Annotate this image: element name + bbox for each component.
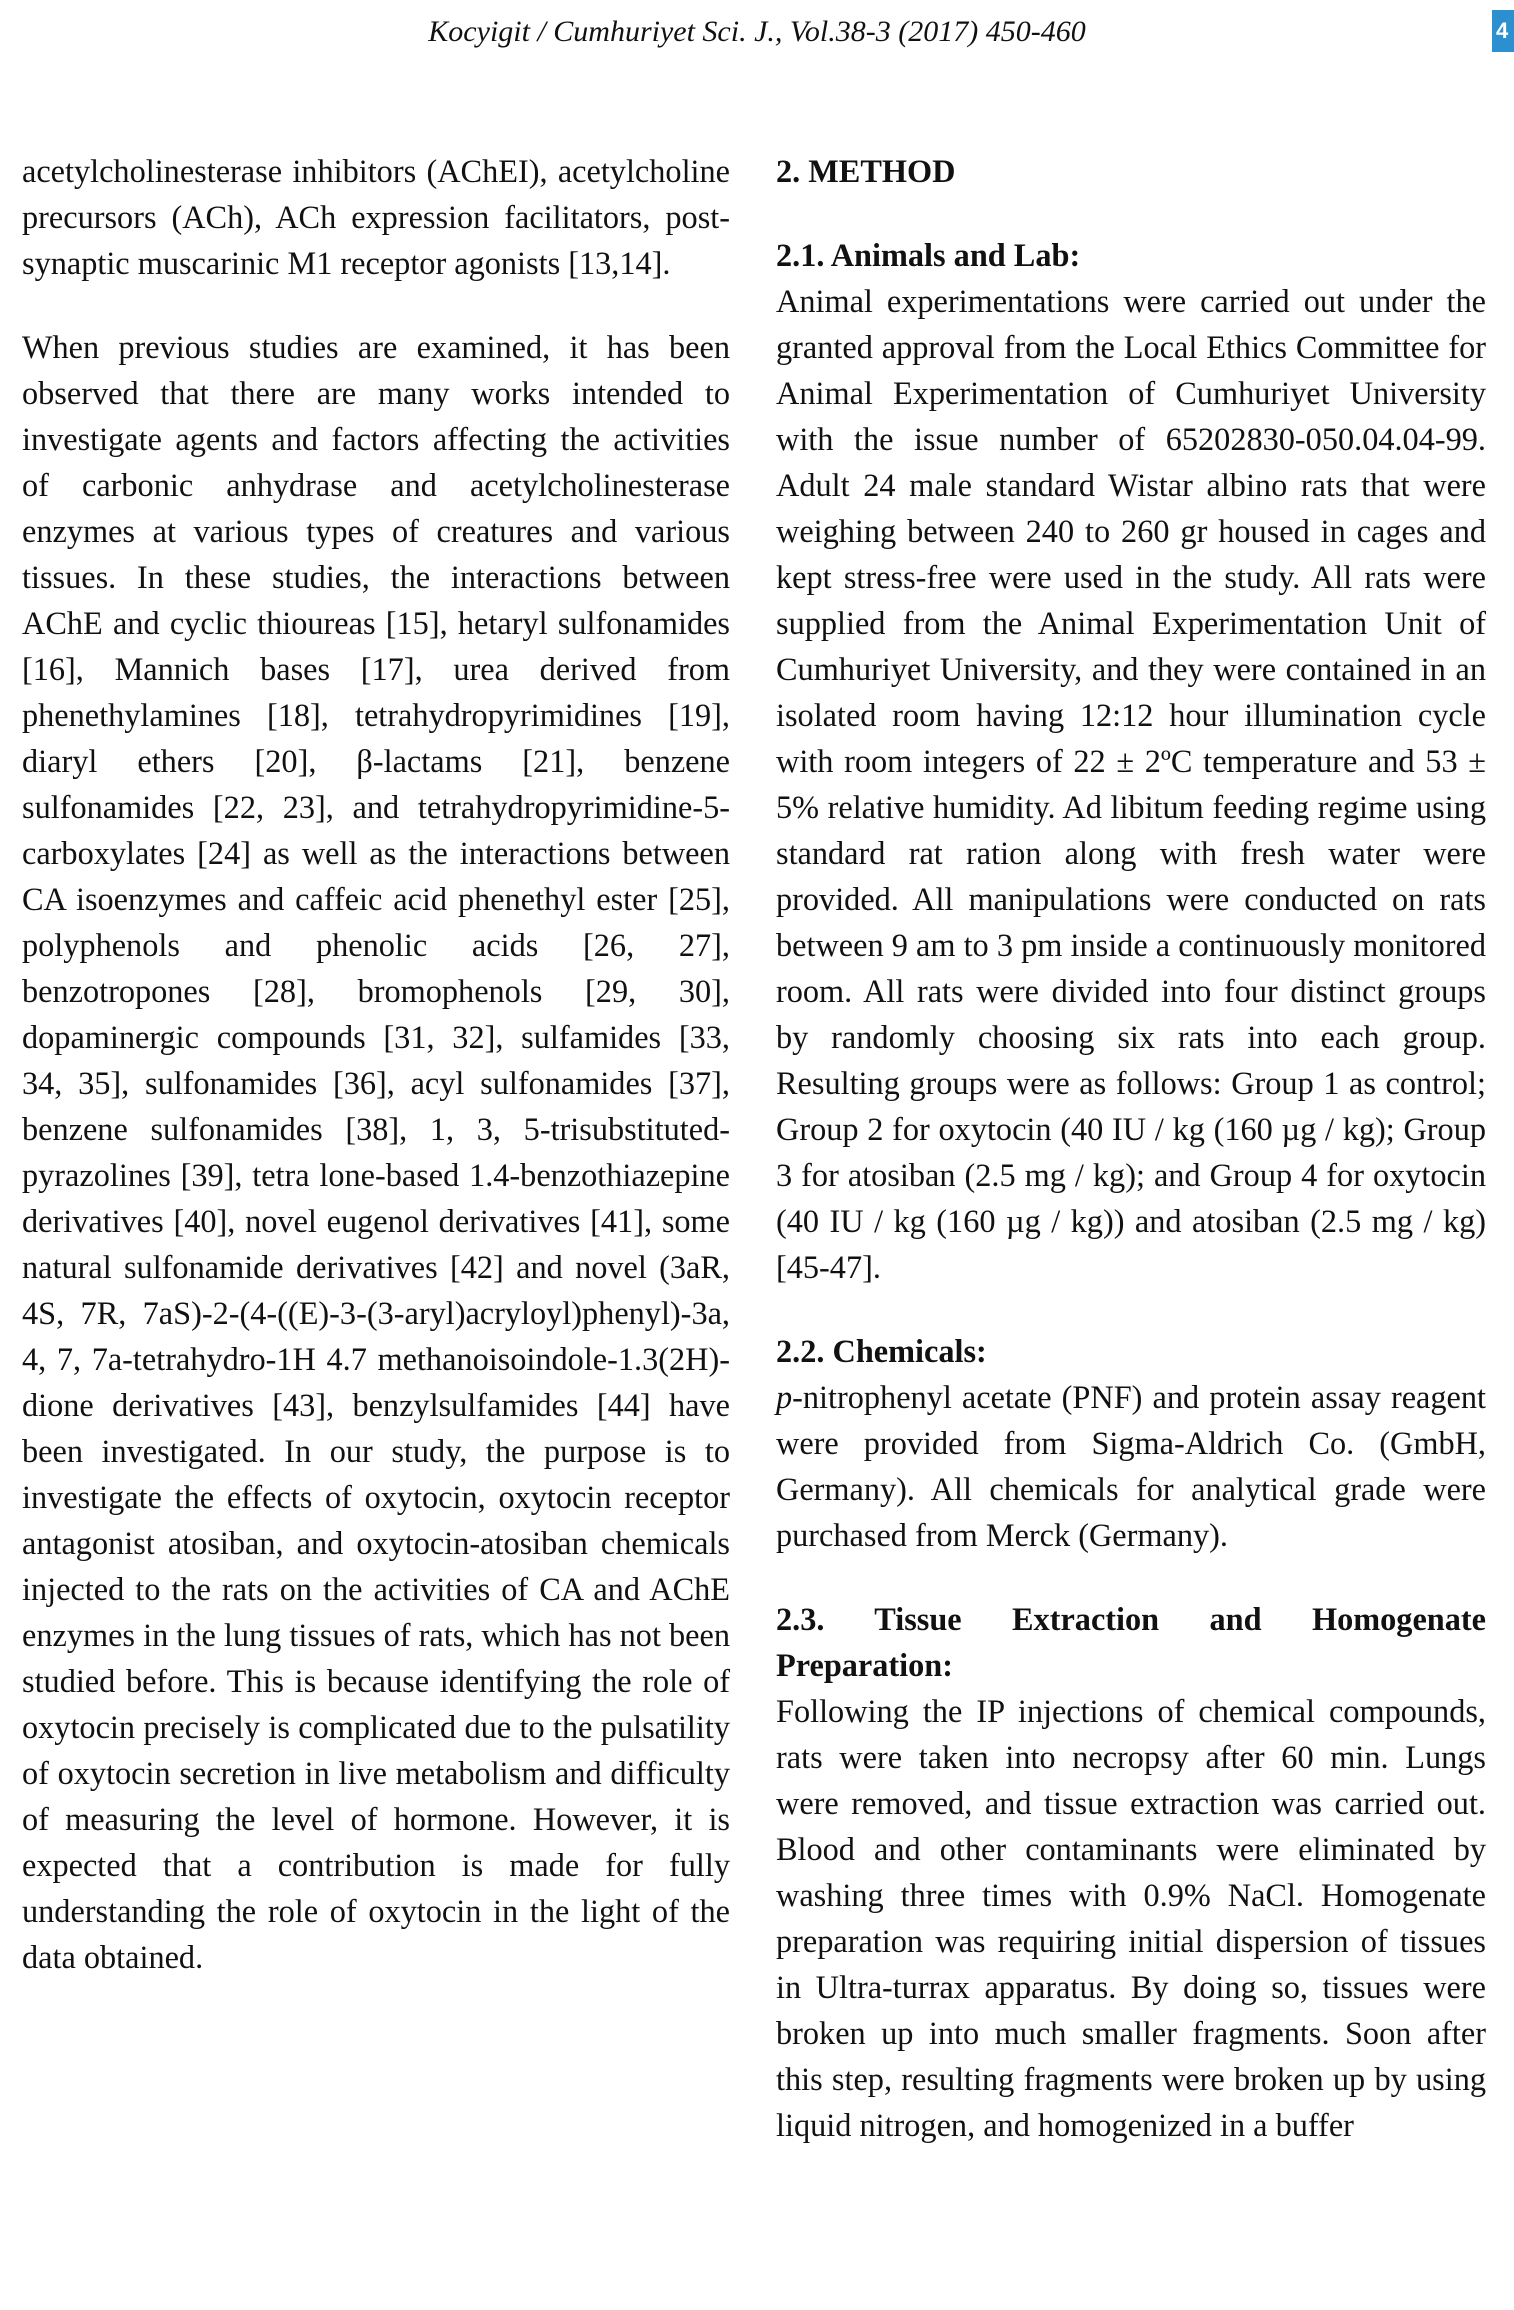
chemicals-text: -nitrophenyl acetate (PNF) and protein assay reagent were provided from Sigma-Aldrich Co. (GmbH, Germany). All chemicals for analytical grade were purchased from Merck (Germany). [776, 1379, 1486, 1553]
chemicals-paragraph [776, 1374, 1486, 1558]
section-heading-method: 2. METHOD [776, 153, 956, 189]
subsection-heading-tissue-line1: 2.3. Tissue Extraction and Homogenate [776, 1601, 1486, 1637]
right-column [776, 148, 1486, 2148]
subsection-heading-animals: 2.1. Animals and Lab: [776, 237, 1081, 273]
chemicals-italic-prefix: p [776, 1379, 793, 1415]
intro-paragraph-1: acetylcholinesterase inhibitors (AChEI), acetylcholine precursors (ACh), ACh expression facilitators, post-synaptic muscarinic M1 receptor agonists [13,14]. [22, 153, 730, 281]
intro-paragraph-2: When previous studies are examined, it has been observed that there are many works intended to investigate agents and factors affecting the activities of carbonic anhydrase and acetylcholinesterase enzymes at various types of creatures and various tissues. In these studies, the interactions between AChE and cyclic thioureas [15], hetaryl sulfonamides [16], Mannich bases [17], urea derived from phenethylamines [18], tetrahydropyrimidines [19], diaryl ethers [20], β-lactams [21], benzene sulfonamides [22, 23], and tetrahydropyrimidine-5-carboxylates [24] as well as the interactions between CA isoenzymes and caffeic acid phenethyl ester [25], polyphenols and phenolic acids [26, 27], benzotropones [28], bromophenols [29, 30], dopaminergic compounds [31, 32], sulfamides [33, 34, 35], sulfonamides [36], acyl sulfonamides [37], benzene sulfonamides [38], 1, 3, 5-trisubstituted-pyrazolines [39], tetra lone-based 1.4-benzothiazepine derivatives [40], novel eugenol derivatives [41], some natural sulfonamide derivatives [42] and novel (3aR, 4S, 7R, 7aS)-2-(4-((E)-3-(3-aryl)acryloyl)phenyl)-3a, 4, 7, 7a-tetrahydro-1H 4.7 methanoisoindole-1.3(2H)-dione derivatives [43], benzylsulfamides [44] have been investigated. In our study, the purpose is to investigate the effects of oxytocin, oxytocin receptor antagonist atosiban, and oxytocin-atosiban chemicals injected to the rats on the activities of CA and AChE enzymes in the lung tissues of rats, which has not been studied before. This is because identifying the role of oxytocin precisely is complicated due to the pulsatility of oxytocin secretion in live metabolism and difficulty of measuring the level of hormone. However, it is expected that a contribution is made for fully understanding the role of oxytocin in the light of the data obtained. [22, 329, 730, 1975]
subsection-heading-tissue-line2: Preparation: [776, 1647, 954, 1683]
left-column [22, 148, 730, 1980]
animals-paragraph: Animal experimentations were carried out under the granted approval from the Local Ethics Committee for Animal Experimentation of Cumhuriyet University with the issue number of 65202830-050.04.04-99. Adult 24 male standard Wistar albino rats that were weighing between 240 to 260 gr housed in cages and kept stress-free were used in the study. All rats were supplied from the Animal Experimentation Unit of Cumhuriyet University, and they were contained in an isolated room having 12:12 hour illumination cycle with room integers of 22 ± 2ºC temperature and 53 ± 5% relative humidity. Ad libitum feeding regime using standard rat ration along with fresh water were provided. All manipulations were conducted on rats between 9 am to 3 pm inside a continuously monitored room. All rats were divided into four distinct groups by randomly choosing six rats into each group. Resulting groups were as follows: Group 1 as control; Group 2 for oxytocin (40 IU / kg (160 µg / kg); Group 3 for atosiban (2.5 mg / kg); and Group 4 for oxytocin (40 IU / kg (160 µg / kg)) and atosiban (2.5 mg / kg) [45-47]. [776, 283, 1486, 1285]
subsection-heading-chemicals: 2.2. Chemicals: [776, 1333, 987, 1369]
tissue-paragraph: Following the IP injections of chemical compounds, rats were taken into necropsy after 60 min. Lungs were removed, and tissue extraction was carried out. Blood and other contaminants were eliminated by washing three times with 0.9% NaCl. Homogenate preparation was requiring initial dispersion of tissues in Ultra-turrax apparatus. By doing so, tissues were broken up into much smaller fragments. Soon after this step, resulting fragments were broken up by using liquid nitrogen, and homogenized in a buffer [776, 1693, 1486, 2143]
page-number-tab: 4 [1492, 10, 1514, 52]
running-head: Kocyigit / Cumhuriyet Sci. J., Vol.38-3 (2017) 450-460 [428, 15, 1086, 48]
